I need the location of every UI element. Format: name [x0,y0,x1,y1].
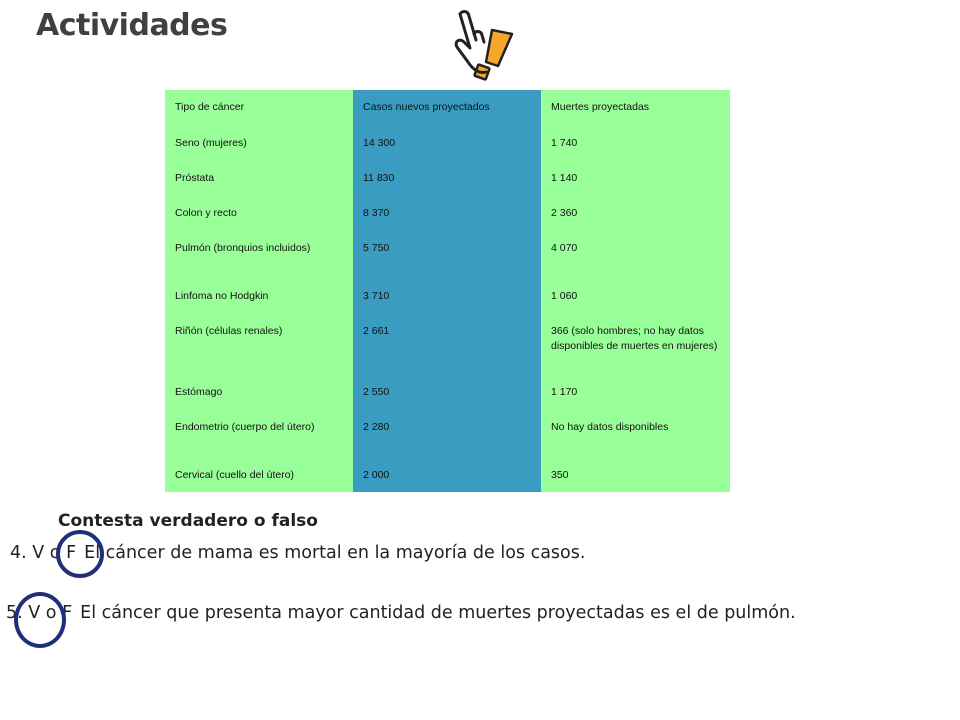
instruction-heading: Contesta verdadero o falso [58,511,318,531]
table-cell: 1 170 [541,375,730,410]
table-cell: Próstata [165,161,353,196]
table-cell: 1 740 [541,126,730,161]
question-text: El cáncer que presenta mayor cantidad de muertes proyectadas es el de pulmón. [80,603,796,623]
hand-pointer-exclamation-icon [446,4,526,84]
question-5 [6,603,796,623]
table-cell: 14 300 [353,126,541,161]
table-cell: 3 710 [353,279,541,314]
table-cell: Riñón (células renales) [165,314,353,375]
table-cell: 1 060 [541,279,730,314]
table-cell: 2 280 [353,410,541,458]
question-number: 4. V o F [10,543,77,563]
table-cell: No hay datos disponibles [541,410,730,458]
cancer-statistics-table [165,90,730,492]
table-cell: 2 661 [353,314,541,375]
table-cell: 350 [541,458,730,492]
table-cell: 8 370 [353,196,541,231]
table-header-cell: Casos nuevos proyectados [353,90,541,126]
table-cell: Pulmón (bronquios incluidos) [165,231,353,279]
answer-circle-5 [14,592,66,648]
table-header-cell: Muertes proyectadas [541,90,730,126]
table-header-cell: Tipo de cáncer [165,90,353,126]
question-number: 5. V o F [6,603,73,623]
page-title: Actividades [36,8,228,43]
table-cell: Cervical (cuello del útero) [165,458,353,492]
table-cell: 5 750 [353,231,541,279]
answer-circle-4 [56,530,104,578]
table-cell: 1 140 [541,161,730,196]
table-cell: 4 070 [541,231,730,279]
table-cell: 2 550 [353,375,541,410]
table-cell: 2 360 [541,196,730,231]
table-cell: Estómago [165,375,353,410]
question-text: El cáncer de mama es mortal en la mayoría de los casos. [84,543,586,563]
table-cell: 11 830 [353,161,541,196]
table-cell: Seno (mujeres) [165,126,353,161]
table-cell: 2 000 [353,458,541,492]
table-cell: Linfoma no Hodgkin [165,279,353,314]
table-cell: 366 (solo hombres; no hay datos disponibles de muertes en mujeres) [541,314,730,375]
table-cell: Endometrio (cuerpo del útero) [165,410,353,458]
table-cell: Colon y recto [165,196,353,231]
